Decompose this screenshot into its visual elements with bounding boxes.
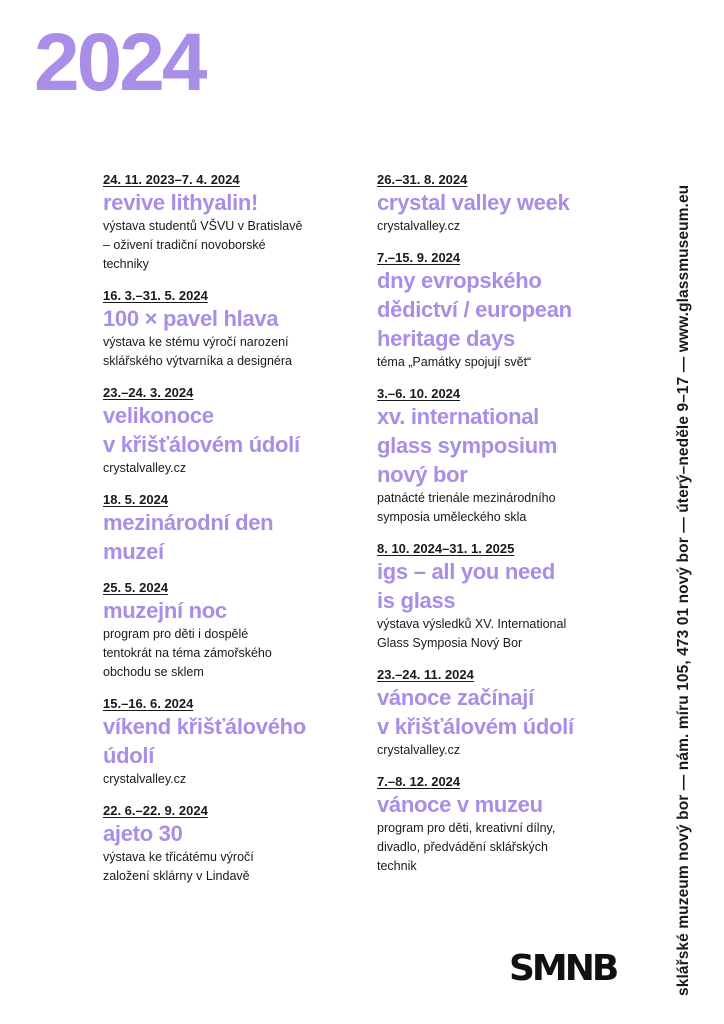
event-title: vánoce v muzeu <box>377 792 543 817</box>
event-date: 15.–16. 6. 2024 <box>103 696 194 711</box>
event-description: výstava ke třicátému výročí založení sklárny v Lindavě <box>103 850 254 883</box>
event-date: 23.–24. 11. 2024 <box>377 667 474 682</box>
event-date: 7.–15. 9. 2024 <box>377 250 461 265</box>
event-title: xv. international glass symposium nový bor <box>377 404 558 487</box>
event-description: program pro děti, kreativní dílny, divadlo, předvádění sklářských technik <box>377 821 556 873</box>
event-description: výstava studentů VŠVU v Bratislavě – oživení tradiční novoborské techniky <box>103 219 303 271</box>
event-title: ajeto 30 <box>103 821 183 846</box>
event-description: crystalvalley.cz <box>103 461 187 475</box>
smnb-logo: SMNB <box>509 948 617 989</box>
event-item <box>377 667 637 760</box>
event-item <box>103 803 353 886</box>
event-title: dny evropského dědictví / european heritage days <box>377 268 572 351</box>
event-description: výstava výsledků XV. International Glass Symposia Nový Bor <box>377 617 567 650</box>
event-item <box>377 250 637 372</box>
event-description: výstava ke stému výročí narození sklářského výtvarníka a designéra <box>103 335 292 368</box>
event-date: 16. 3.–31. 5. 2024 <box>103 288 208 303</box>
event-description: crystalvalley.cz <box>377 743 461 757</box>
event-item <box>103 580 353 682</box>
event-item <box>103 492 353 566</box>
event-description: crystalvalley.cz <box>103 772 187 786</box>
event-date: 26.–31. 8. 2024 <box>377 172 468 187</box>
event-title: vánoce začínají v křišťálovém údolí <box>377 685 574 739</box>
event-item <box>103 696 353 789</box>
event-date: 18. 5. 2024 <box>103 492 169 507</box>
event-description: téma „Památky spojují svět“ <box>377 355 532 369</box>
event-description: program pro děti i dospělé tentokrát na téma zámořského obchodu se sklem <box>103 627 272 679</box>
event-title: muzejní noc <box>103 598 227 623</box>
event-item <box>103 288 353 371</box>
event-date: 22. 6.–22. 9. 2024 <box>103 803 208 818</box>
event-title: 100 × pavel hlava <box>103 306 279 331</box>
event-date: 24. 11. 2023–7. 4. 2024 <box>103 172 240 187</box>
event-date: 23.–24. 3. 2024 <box>103 385 194 400</box>
event-item <box>377 172 637 236</box>
events-column-right <box>377 172 637 890</box>
event-title: velikonoce v křišťálovém údolí <box>103 403 300 457</box>
event-item <box>103 385 353 478</box>
event-item <box>377 774 637 876</box>
event-date: 7.–8. 12. 2024 <box>377 774 461 789</box>
event-item <box>103 172 353 274</box>
contact-info-vertical: sklářské muzeum nový bor — nám. míru 105, 473 01 nový bor — úterý–neděle 9–17 — www.glassmuseum.eu <box>675 184 692 996</box>
year-heading: 2024 <box>34 17 205 108</box>
event-title: igs – all you need is glass <box>377 559 555 613</box>
event-date: 25. 5. 2024 <box>103 580 169 595</box>
event-date: 3.–6. 10. 2024 <box>377 386 461 401</box>
events-column-left <box>103 172 353 900</box>
event-date: 8. 10. 2024–31. 1. 2025 <box>377 541 515 556</box>
event-title: víkend křišťálového údolí <box>103 714 306 768</box>
event-description: crystalvalley.cz <box>377 219 461 233</box>
event-title: revive lithyalin! <box>103 190 259 215</box>
event-title: crystal valley week <box>377 190 570 215</box>
event-description: patnácté trienále mezinárodního symposia uměleckého skla <box>377 491 556 524</box>
event-item <box>377 386 637 527</box>
event-item <box>377 541 637 653</box>
event-title: mezinárodní den muzeí <box>103 510 274 564</box>
